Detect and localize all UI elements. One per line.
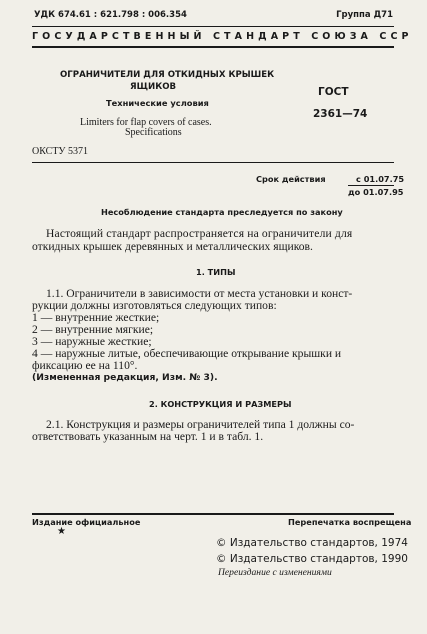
type-item-3: 3 — наружные жесткие; [32,335,152,348]
intro-line1: Настоящий стандарт распространяется на ограничители для [46,227,353,240]
doc-subtitle: Технические условия [106,98,209,108]
type-item-1: 1 — внутренние жесткие; [32,311,160,324]
gost-number: 2361—74 [313,108,368,120]
intro-line2: откидных крышек деревянных и металлических ящиков. [32,240,313,253]
validity-label: Срок действия [256,174,326,184]
english-title-line1: Limiters for flap covers of cases. [80,117,212,128]
section1-heading: 1. ТИПЫ [196,267,236,277]
star-icon: ★ [57,526,66,537]
type-item-4-continued: фиксацию ее на 110°. [32,359,138,372]
okstu-code: ОКСТУ 5371 [32,146,89,157]
section1-para-line1: 1.1. Ограничители в зависимости от места установки и конст- [46,287,353,300]
group-code: Группа Д71 [336,10,393,20]
footer-rule [32,513,394,515]
section1-para-line2: рукции должны изготовляться следующих типов: [32,299,277,312]
validity-rule [348,185,394,186]
title-block-rule [32,162,394,163]
section2-para-line2: ответствовать указанным на черт. 1 и в табл. 1. [32,430,264,443]
official-edition: Издание официальное [32,517,141,527]
doc-title-line2: ЯЩИКОВ [130,82,177,92]
legal-notice: Несоблюдение стандарта преследуется по закону [101,207,343,217]
doc-title-line1: ОГРАНИЧИТЕЛИ ДЛЯ ОТКИДНЫХ КРЫШЕК [60,70,275,80]
copyright-1974: © Издательство стандартов, 1974 [216,537,408,549]
section2-heading: 2. КОНСТРУКЦИЯ И РАЗМЕРЫ [149,399,292,409]
english-title-line2: Specifications [125,127,182,138]
reprint-prohibited: Перепечатка воспрещена [288,517,412,527]
section2-para-line1: 2.1. Конструкция и размеры ограничителей типа 1 должны со- [46,418,355,431]
edition-note: (Измененная редакция, Изм. № 3). [32,372,218,383]
header-rule-bottom [32,46,394,48]
validity-to: до 01.07.95 [348,187,404,197]
standard-banner: ГОСУДАРСТВЕННЫЙ СТАНДАРТ СОЮЗА ССР [32,31,413,42]
type-item-4: 4 — наружные литые, обеспечивающие открывание крышки и [32,347,342,360]
gost-label: ГОСТ [318,86,349,98]
validity-from: с 01.07.75 [356,174,405,184]
reissue-note: Переиздание с изменениями [218,567,332,578]
udc-code: УДК 674.61 : 621.798 : 006.354 [34,10,187,20]
copyright-1990: © Издательство стандартов, 1990 [216,553,408,565]
type-item-2: 2 — внутренние мягкие; [32,323,154,336]
header-rule-top [32,26,394,27]
